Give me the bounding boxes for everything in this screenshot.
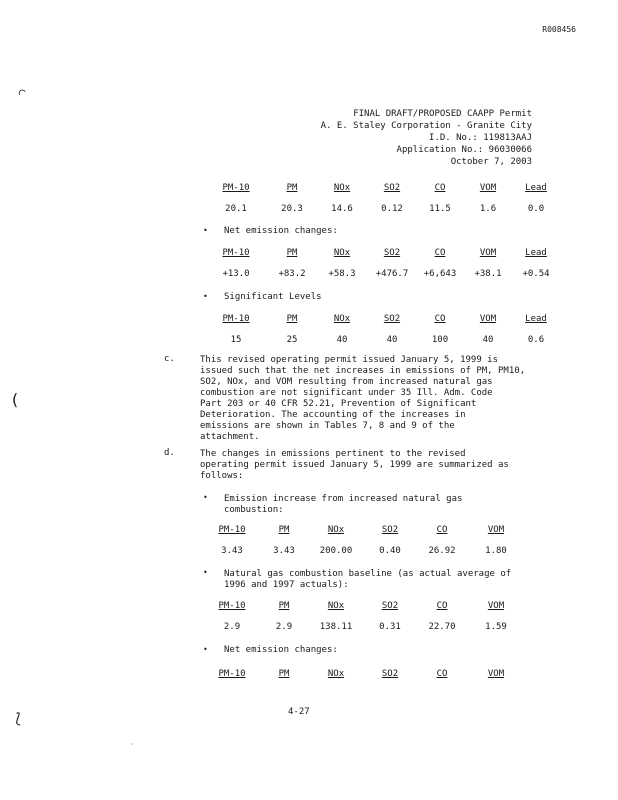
table-3-header: Lead xyxy=(525,314,547,324)
table-5-header: CO xyxy=(436,601,448,611)
table-5-value: 2.9 xyxy=(275,622,293,632)
table-6-header: NOx xyxy=(327,669,345,679)
table-2-header: PM xyxy=(286,248,298,258)
table-3-header: SO2 xyxy=(383,314,401,324)
table-5-header: PM xyxy=(278,601,290,611)
table-1-value-row xyxy=(0,205,618,217)
table-6-header: SO2 xyxy=(381,669,399,679)
table-1-value: 0.0 xyxy=(527,204,545,214)
table-5-value: 138.11 xyxy=(319,622,353,632)
table-3-value: 40 xyxy=(336,335,348,345)
bullet-icon: • xyxy=(203,292,208,301)
table-2-header-row xyxy=(0,249,618,261)
table-1-value: 1.6 xyxy=(479,204,497,214)
table-2-value: +0.54 xyxy=(522,269,550,279)
table-2-header: VOM xyxy=(479,248,497,258)
margin-mark-mid: ( xyxy=(10,390,20,409)
table-2-value: +38.1 xyxy=(474,269,502,279)
table-6-header: PM-10 xyxy=(218,669,246,679)
table-5-value: 2.9 xyxy=(223,622,241,632)
table-1-header: PM xyxy=(286,183,298,193)
table-3-value: 15 xyxy=(230,335,242,345)
table-1-value: 0.12 xyxy=(381,204,403,214)
table-3-header: VOM xyxy=(479,314,497,324)
table-4-header: PM-10 xyxy=(218,525,246,535)
table-4-header: PM xyxy=(278,525,290,535)
margin-mark-bottom: ⟅ xyxy=(14,711,23,727)
table-5-header: NOx xyxy=(327,601,345,611)
margin-mark-top: ⌒ xyxy=(14,84,29,100)
table-1-header-row xyxy=(0,184,618,196)
table-4-header: CO xyxy=(436,525,448,535)
table-1-value: 20.1 xyxy=(225,204,247,214)
table-1-header: NOx xyxy=(333,183,351,193)
table-4-value: 200.00 xyxy=(319,546,353,556)
significant-levels-heading: Significant Levels xyxy=(224,292,322,302)
table-2-value: +58.3 xyxy=(328,269,356,279)
table-3-header: CO xyxy=(434,314,446,324)
table-1-header: VOM xyxy=(479,183,497,193)
table-3-header-row xyxy=(0,315,618,327)
table-4-value: 1.80 xyxy=(485,546,507,556)
header-title: FINAL DRAFT/PROPOSED CAAPP Permit xyxy=(353,109,532,119)
table-2-value: +6,643 xyxy=(423,269,457,279)
table-4-value: 3.43 xyxy=(273,546,295,556)
table-2-header: NOx xyxy=(333,248,351,258)
table-2-header: Lead xyxy=(525,248,547,258)
net-emission-heading-2: Net emission changes: xyxy=(224,645,338,655)
table-4-value: 0.40 xyxy=(379,546,401,556)
table-6-header-row xyxy=(0,670,618,682)
table-4-value: 3.43 xyxy=(221,546,243,556)
table-4-value-row xyxy=(0,547,618,559)
paragraph-d-marker: d. xyxy=(164,448,175,458)
paragraph-d-text: The changes in emissions pertinent to the revised operating permit issued January 5, 1999 are summarized as follows: xyxy=(200,449,509,481)
page-code: R008456 xyxy=(542,25,576,34)
bullet-icon: • xyxy=(203,493,208,502)
table-3-value: 0.6 xyxy=(527,335,545,345)
header-application: Application No.: 96030066 xyxy=(396,145,532,155)
table-3-value: 40 xyxy=(386,335,398,345)
table-5-header: VOM xyxy=(487,601,505,611)
header-company: A. E. Staley Corporation - Granite City xyxy=(320,121,532,131)
bullet-icon: • xyxy=(203,568,208,577)
paragraph-c-marker: c. xyxy=(164,354,175,364)
table-2-header: CO xyxy=(434,248,446,258)
table-6-header: PM xyxy=(278,669,290,679)
table-4-header: SO2 xyxy=(381,525,399,535)
table-1-header: CO xyxy=(434,183,446,193)
table-5-header: PM-10 xyxy=(218,601,246,611)
table-2-value: +13.0 xyxy=(222,269,250,279)
header-id: I.D. No.: 119813AAJ xyxy=(429,133,532,143)
table-1-value: 14.6 xyxy=(331,204,353,214)
table-5-value: 22.70 xyxy=(428,622,456,632)
page-number: 4-27 xyxy=(288,707,310,717)
table-3-value: 40 xyxy=(482,335,494,345)
table-3-value: 100 xyxy=(431,335,449,345)
table-3-value: 25 xyxy=(286,335,298,345)
paragraph-c-text: This revised operating permit issued January 5, 1999 is issued such that the net increases in emissions of PM, PM10, SO2, NOx, and VOM resulting from increased natural gas combustion are not significant under 35 Ill. Adm. Code Part 203 or 40 CFR 52.21, Prevention of Significant Deterioration. The accounting of the increases in emissions are shown in Tables 7, 8 and 9 of the attachment. xyxy=(200,355,526,442)
table-5-value: 0.31 xyxy=(379,622,401,632)
margin-dot: · xyxy=(130,741,134,748)
table-5-value: 1.59 xyxy=(485,622,507,632)
table-5-value-row xyxy=(0,623,618,635)
table-4-value: 26.92 xyxy=(428,546,456,556)
table-4-header-row xyxy=(0,526,618,538)
bullet-icon: • xyxy=(203,226,208,235)
net-emission-heading: Net emission changes: xyxy=(224,226,338,236)
table-1-header: Lead xyxy=(525,183,547,193)
natural-gas-increase-heading: Emission increase from increased natural gas combustion: xyxy=(224,494,463,515)
table-3-header: NOx xyxy=(333,314,351,324)
baseline-heading: Natural gas combustion baseline (as actual average of 1996 and 1997 actuals): xyxy=(224,569,512,590)
table-2-value: +476.7 xyxy=(375,269,409,279)
table-2-value-row xyxy=(0,270,618,282)
table-1-header: SO2 xyxy=(383,183,401,193)
table-1-header: PM-10 xyxy=(222,183,250,193)
bullet-icon: • xyxy=(203,645,208,654)
table-4-header: VOM xyxy=(487,525,505,535)
table-6-header: CO xyxy=(436,669,448,679)
table-5-header: SO2 xyxy=(381,601,399,611)
table-5-header-row xyxy=(0,602,618,614)
table-6-header: VOM xyxy=(487,669,505,679)
table-3-header: PM-10 xyxy=(222,314,250,324)
table-4-header: NOx xyxy=(327,525,345,535)
table-3-header: PM xyxy=(286,314,298,324)
table-3-value-row xyxy=(0,336,618,348)
header-date: October 7, 2003 xyxy=(450,157,532,167)
table-1-value: 11.5 xyxy=(429,204,451,214)
table-2-header: PM-10 xyxy=(222,248,250,258)
table-2-header: SO2 xyxy=(383,248,401,258)
table-2-value: +83.2 xyxy=(278,269,306,279)
table-1-value: 20.3 xyxy=(281,204,303,214)
